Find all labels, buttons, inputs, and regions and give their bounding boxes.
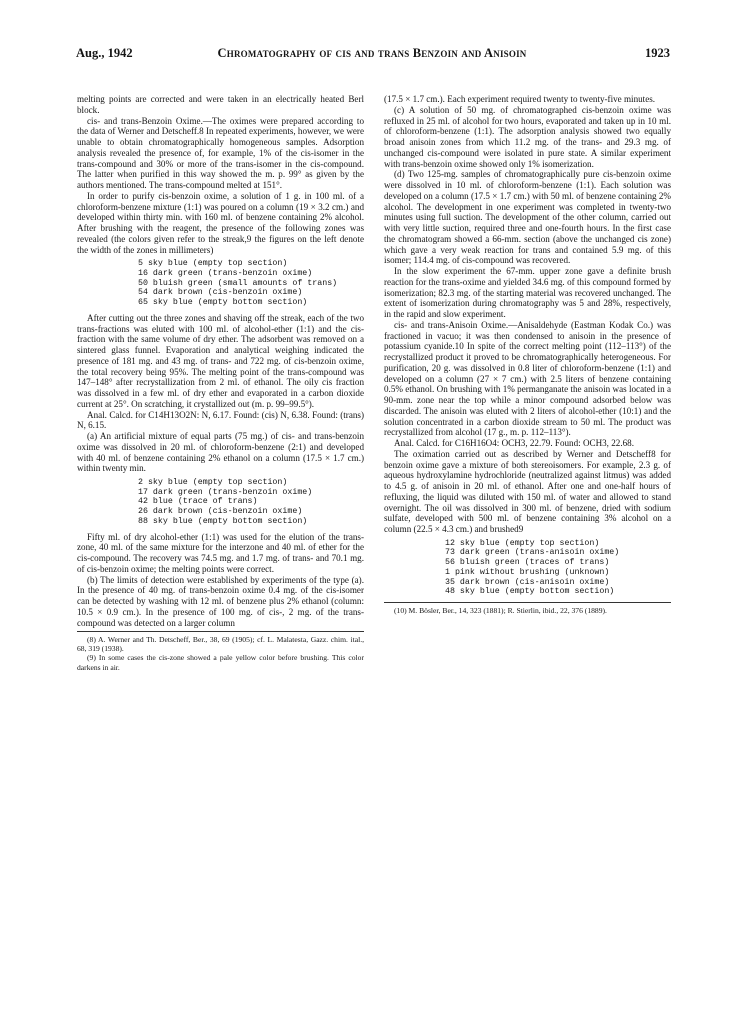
analysis-paragraph: Anal. Calcd. for C14H13O2N: N, 6.17. Found: (cis) N, 6.38. Found: (trans) N, 6.15. bbox=[77, 409, 364, 431]
zone-item: 17 dark green (trans-benzoin oxime) bbox=[138, 487, 313, 497]
zone-item: 54 dark brown (cis-benzoin oxime) bbox=[138, 288, 303, 298]
footnote-rule bbox=[77, 631, 364, 632]
paragraph: In order to purify cis-benzoin oxime, a solution of 1 g. in 100 ml. of a chloroform-benzene mixture (1:1) was poured on a column (19 × 3.2 cm.) and developed within thirty min. with 160 ml. of benzene containing 2% alcohol. After brushing with the reagent, the presence of the following zones was revealed (the colors given refer to the streak,9 the figures on the left denote the width of the zones in millimeters) bbox=[77, 190, 364, 255]
paragraph: (b) The limits of detection were established by experiments of the type (a). In the presence of 40 mg. of trans-benzoin oxime 0.4 mg. of the cis-isomer can be detected by washing with 12 ml. of benzene plus 2% ethanol (column: 10.5 × 0.9 cm.). In the presence of 100 mg. of cis-, 2 mg. of the trans-compound was detected on a larger column bbox=[77, 574, 364, 628]
zone-list bbox=[77, 478, 364, 527]
page-number: 1923 bbox=[645, 46, 670, 60]
zone-item: 65 sky blue (empty bottom section) bbox=[138, 298, 308, 308]
paragraph: (a) An artificial mixture of equal parts (75 mg.) of cis- and trans-benzoin oxime was dissolved in 20 ml. of chloroform-benzene (2:1) and developed with 40 ml. of benzene containing 2% ethanol on a column (17.5 × 1.7 cm.) within twenty min. bbox=[77, 431, 364, 474]
paragraph: melting points are corrected and were taken in an electrically heated Berl block. bbox=[77, 94, 364, 115]
zone-item: 42 blue (trace of trans) bbox=[138, 497, 258, 507]
paragraph: cis- and trans-Anisoin Oxime.—Anisaldehyde (Eastman Kodak Co.) was fractioned in vacuo; it was then condensed to anisoin in the presence of potassium cyanide.10 In spite of the correct melting point (112–113°) of the recrystallized product it proved to be chromatographically heterogeneous. For purification, 20 g. was dissolved in 0.8 liter of chloroform-benzene (1:1) and developed on a column (27 × 7 cm.) with 2.5 liters of benzene containing 0.5% ethanol. On brushing with 1% permanganate the anisoin was located in a 90-mm. zone near the top while a minor compound adsorbed below was discarded. The anisoin was eluted with 2 liters of alcohol-ether (10:1) and the solution concentrated in a carbon dioxide stream to 50 ml. The product was recrystallized from alcohol (17 g., m. p. 112–113°). bbox=[384, 319, 671, 438]
paragraph: cis- and trans-Benzoin Oxime.—The oximes were prepared according to the data of Werner and Detscheff.8 In repeated experiments, however, we were unable to obtain chromatographically homogeneous samples. Adsorption analysis revealed the presence of, for example, 1% of the cis-isomer in the trans-compound and 30% or more of the trans-isomer in the cis-compound. The latter when purified in this way showed the m. p. 99° as given by the authors mentioned. The trans-compound melted at 151°. bbox=[77, 115, 364, 190]
paragraph: (d) Two 125-mg. samples of chromatographically pure cis-benzoin oxime were dissolved in 10 ml. of chloroform-benzene (1:1). Each solution was developed on a column (17.5 × 1.7 cm.) with 50 ml. of benzene containing 2% alcohol. The development in one experiment was completed in twenty-two minutes using full suction. The development of the other column, carried out with very little suction, required three and one-fourth hours. In the first case the chromatogram showed a 66-mm. section (above the unchanged cis zone) which gave a very weak reaction for trans and contained 5.9 mg. of this isomer; 114.4 mg. of cis-compound was recovered. bbox=[384, 169, 671, 266]
zone-list bbox=[384, 539, 671, 597]
paragraph: In the slow experiment the 67-mm. upper zone gave a definite brush reaction for the trans-oxime and yielded 34.6 mg. of this compound formed by isomerization; 82.3 mg. of the starting material was recovered unchanged. The extent of isomerization during chromatography was 5 and 28%, respectively, in the rapid and slow experiment. bbox=[384, 266, 671, 319]
zone-item: 50 bluish green (small amounts of trans) bbox=[138, 278, 338, 288]
zone-item: 12 sky blue (empty top section) bbox=[445, 538, 600, 548]
running-title: Chromatography of cis and trans Benzoin and Anisoin bbox=[217, 46, 527, 60]
footnote: (9) In some cases the cis-zone showed a pale yellow color before brushing. This color darkens in air. bbox=[77, 653, 364, 672]
zone-item: 56 bluish green (traces of trans) bbox=[445, 558, 610, 568]
zone-item: 1 pink without brushing (unknown) bbox=[445, 567, 610, 577]
zone-item: 16 dark green (trans-benzoin oxime) bbox=[138, 268, 313, 278]
zone-item: 73 dark green (trans-anisoin oxime) bbox=[445, 548, 620, 558]
zone-item: 48 sky blue (empty bottom section) bbox=[445, 587, 615, 597]
zone-item: 26 dark brown (cis-benzoin oxime) bbox=[138, 507, 303, 517]
zone-item: 88 sky blue (empty bottom section) bbox=[138, 516, 308, 526]
analysis-paragraph: Anal. Calcd. for C16H16O4: OCH3, 22.79. Found: OCH3, 22.68. bbox=[394, 438, 634, 448]
footnote-rule bbox=[384, 602, 671, 603]
zone-item: 5 sky blue (empty top section) bbox=[138, 259, 288, 269]
paragraph: (17.5 × 1.7 cm.). Each experiment required twenty to twenty-five minutes. bbox=[384, 94, 656, 104]
left-column bbox=[77, 94, 364, 672]
zone-item: 35 dark brown (cis-anisoin oxime) bbox=[445, 577, 610, 587]
paragraph: The oximation carried out as described by Werner and Detscheff8 for benzoin oxime gave a mixture of both stereoisomers. For example, 2.3 g. of aqueous hydroxylamine hydrochloride (neutralized against litmus) was added to 4.5 g. of anisoin in 20 ml. of ethanol. After one and one-half hours of refluxing, the liquid was diluted with 150 ml. of water and allowed to stand overnight. The oil was dissolved in 300 ml. of benzene, dried with sodium sulfate, developed with 500 ml. of benzene containing 3% alcohol on a column (22.5 × 4.3 cm.) and brushed9 bbox=[384, 448, 671, 534]
footnote: (8) A. Werner and Th. Detscheff, Ber., 38, 69 (1905); cf. L. Malatesta, Gazz. chim. ital., 68, 319 (1938). bbox=[77, 635, 364, 654]
issue-date: Aug., 1942 bbox=[76, 46, 133, 60]
paragraph: Fifty ml. of dry alcohol-ether (1:1) was used for the elution of the trans-zone, 40 ml. of the same mixture for the interzone and 40 ml. of ether for the cis-compound. The recovery was 74.5 mg. and 1.7 mg. of trans- and 70.1 mg. of cis-benzoin oxime; the melting points were correct. bbox=[77, 531, 364, 574]
paragraph: After cutting out the three zones and shaving off the streak, each of the two trans-fractions was eluted with 100 ml. of alcohol-ether (1:1) and the cis-fraction with the same volume of dry ether. The adsorbent was removed on a sintered glass funnel. Evaporation and analytical weighing indicated the presence of 181 mg. and 43 mg. of trans- and 722 mg. of cis-benzoin oxime, the total recovery being 95%. The melting point of the trans-compound was 147–148° after recrystallization from 2 ml. of ethanol. The oily cis fraction was dissolved in a few ml. of dry ether and evaporated in a carbon dioxide current at 25°. On scratching, it crystallized out (m. p. 99–99.5°). bbox=[77, 312, 364, 409]
paragraph: (c) A solution of 50 mg. of chromatographed cis-benzoin oxime was refluxed in 25 ml. of alcohol for two hours, evaporated and taken up in 10 ml. of chloroform-benzene (1:1). The adsorption analysis showed two equally broad anisoin zones from which 11.2 mg. of the trans- and 29.3 mg. of unchanged cis-compound were isolated in pure state. A similar experiment with trans-benzoin oxime showed only 1% isomerization. bbox=[384, 104, 671, 169]
right-column bbox=[384, 94, 671, 615]
zone-item: 2 sky blue (empty top section) bbox=[138, 478, 288, 488]
footnote: (10) M. Bösler, Ber., 14, 323 (1881); R. Stierlin, ibid., 22, 376 (1889). bbox=[394, 605, 607, 615]
zone-list bbox=[77, 259, 364, 308]
